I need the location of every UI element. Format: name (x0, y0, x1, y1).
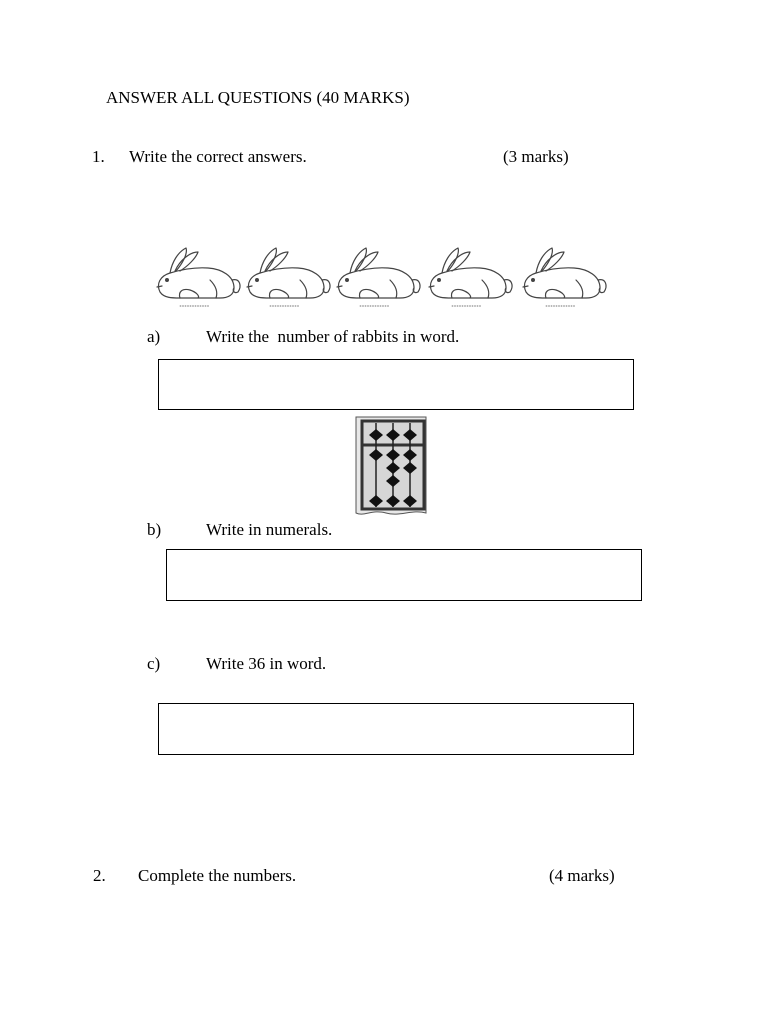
rabbit-image (240, 240, 332, 310)
rabbit-image (422, 240, 514, 310)
part-c-label: c) (147, 654, 161, 673)
question-2-prompt: Complete the numbers. (138, 866, 297, 885)
exam-instruction: ANSWER ALL QUESTIONS (40 MARKS) (106, 88, 410, 107)
rabbit-image (330, 240, 422, 310)
part-c-text: Write 36 in word. (206, 654, 327, 673)
question-1-marks: (3 marks) (503, 147, 569, 166)
question-1-prompt: Write the correct answers. (129, 147, 307, 166)
answer-box-a[interactable] (158, 359, 634, 410)
question-2-number: 2. (93, 866, 106, 885)
question-1-number: 1. (92, 147, 105, 166)
part-b-label: b) (147, 520, 162, 539)
question-2-marks: (4 marks) (549, 866, 615, 885)
abacus-image (352, 413, 430, 517)
part-a-text: Write the number of rabbits in word. (206, 327, 460, 346)
answer-box-b[interactable] (166, 549, 642, 601)
answer-box-c[interactable] (158, 703, 634, 755)
part-b-text: Write in numerals. (206, 520, 333, 539)
part-a-label: a) (147, 327, 161, 346)
rabbit-image (516, 240, 608, 310)
rabbit-image (150, 240, 242, 310)
